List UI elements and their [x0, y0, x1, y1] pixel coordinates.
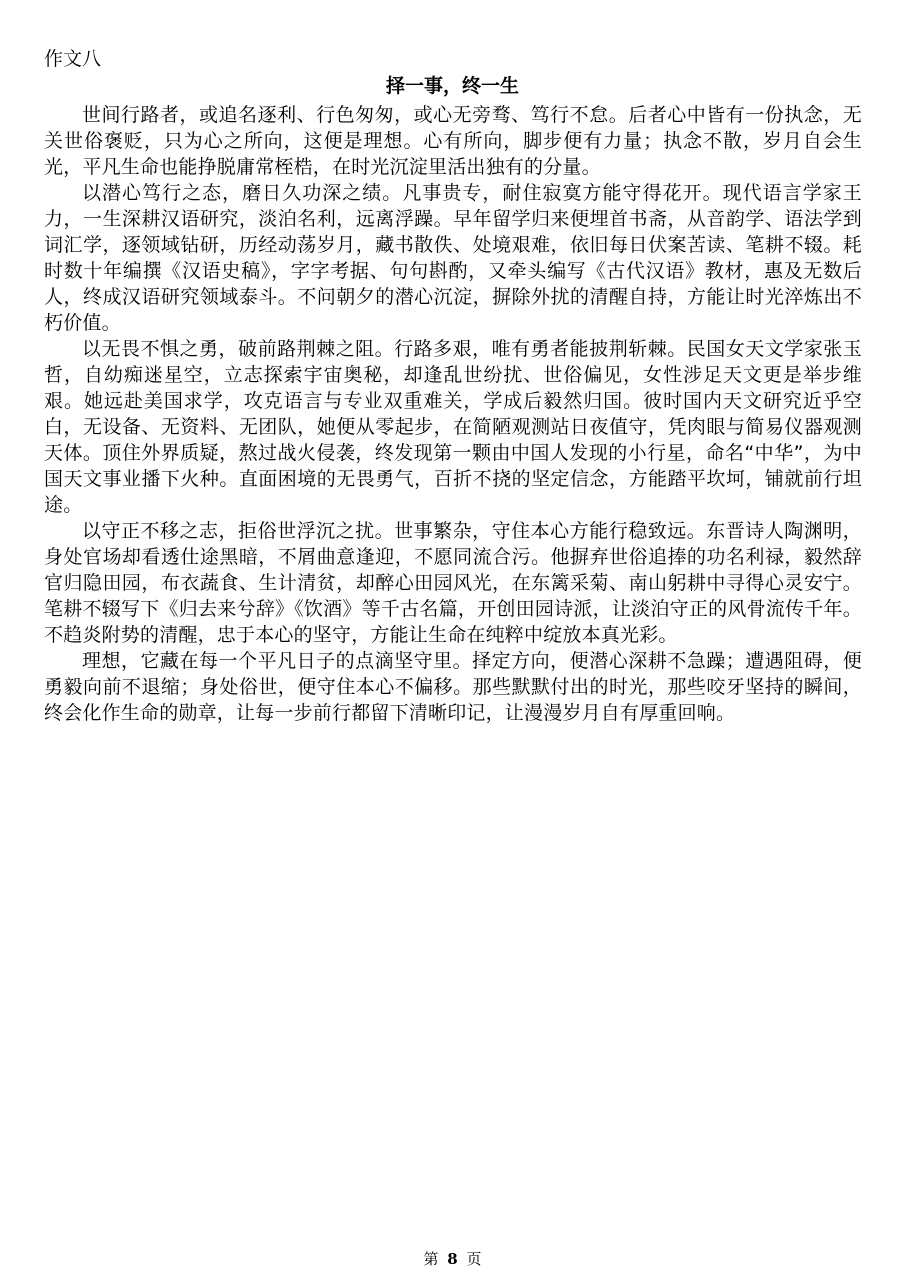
page-number: 8: [447, 1250, 458, 1268]
paragraph-3: 以无畏不惧之勇，破前路荆棘之阻。行路多艰，唯有勇者能披荆斩棘。民国女天文学家张玉哲，自幼痴迷星空，立志探索宇宙奥秘，却逢乱世纷扰、世俗偏见，女性涉足天文更是举步维艰。她远赴美国求学，攻克语言与专业双重难关，学成后毅然归国。彼时国内天文研究近乎空白，无设备、无资料、无团队，她便从零起步，在简陋观测站日夜值守，凭肉眼与简易仪器观测天体。顶住外界质疑，熬过战火侵袭，终发现第一颗由中国人发现的小行星，命名“中华”，为中国天文事业播下火种。直面困境的无畏勇气，百折不挠的坚定信念，方能踏平坎坷，铺就前行坦途。: [44, 338, 862, 516]
essay-title: 择一事，终一生: [385, 75, 519, 97]
essay-body: [44, 102, 862, 726]
paragraph-4: 以守正不移之志，拒俗世浮沉之扰。世事繁杂，守住本心方能行稳致远。东晋诗人陶渊明，身处官场却看透仕途黑暗，不屑曲意逢迎，不愿同流合污。他摒弃世俗追捧的功名利禄，毅然辞官归隐田园，布衣蔬食、生计清贫，却醉心田园风光，在东篱采菊、南山躬耕中寻得心灵安宁。笔耕不辍写下《归去来兮辞》《饮酒》等千古名篇，开创田园诗派，让淡泊守正的风骨流传千年。不趋炎附势的清醒，忠于本心的坚守，方能让生命在纯粹中绽放本真光彩。: [44, 520, 862, 646]
essay-label: 作文八: [44, 48, 102, 70]
footer-prefix: 第: [423, 1250, 439, 1268]
footer-suffix: 页: [466, 1250, 482, 1268]
page-footer: [0, 1249, 905, 1269]
paragraph-1: 世间行路者，或追名逐利、行色匆匆，或心无旁骛、笃行不怠。后者心中皆有一份执念，无关世俗褒贬，只为心之所向，这便是理想。心有所向，脚步便有力量；执念不散，岁月自会生光，平凡生命也能挣脱庸常桎梏，在时光沉淀里活出独有的分量。: [44, 104, 862, 178]
paragraph-2: 以潜心笃行之态，磨日久功深之绩。凡事贵专，耐住寂寞方能守得花开。现代语言学家王力，一生深耕汉语研究，淡泊名利，远离浮躁。早年留学归来便埋首书斋，从音韵学、语法学到词汇学，逐领域钻研，历经动荡岁月，藏书散佚、处境艰难，依旧每日伏案苦读、笔耕不辍。耗时数十年编撰《汉语史稿》，字字考据、句句斟酌，又牵头编写《古代汉语》教材，惠及无数后人，终成汉语研究领域泰斗。不问朝夕的潜心沉淀，摒除外扰的清醒自持，方能让时光淬炼出不朽价值。: [44, 182, 862, 334]
paragraph-5: 理想，它藏在每一个平凡日子的点滴坚守里。择定方向，便潜心深耕不急躁；遭遇阻碍，便勇毅向前不退缩；身处俗世，便守住本心不偏移。那些默默付出的时光，那些咬牙坚持的瞬间，终会化作生命的勋章，让每一步前行都留下清晰印记，让漫漫岁月自有厚重回响。: [44, 650, 862, 724]
